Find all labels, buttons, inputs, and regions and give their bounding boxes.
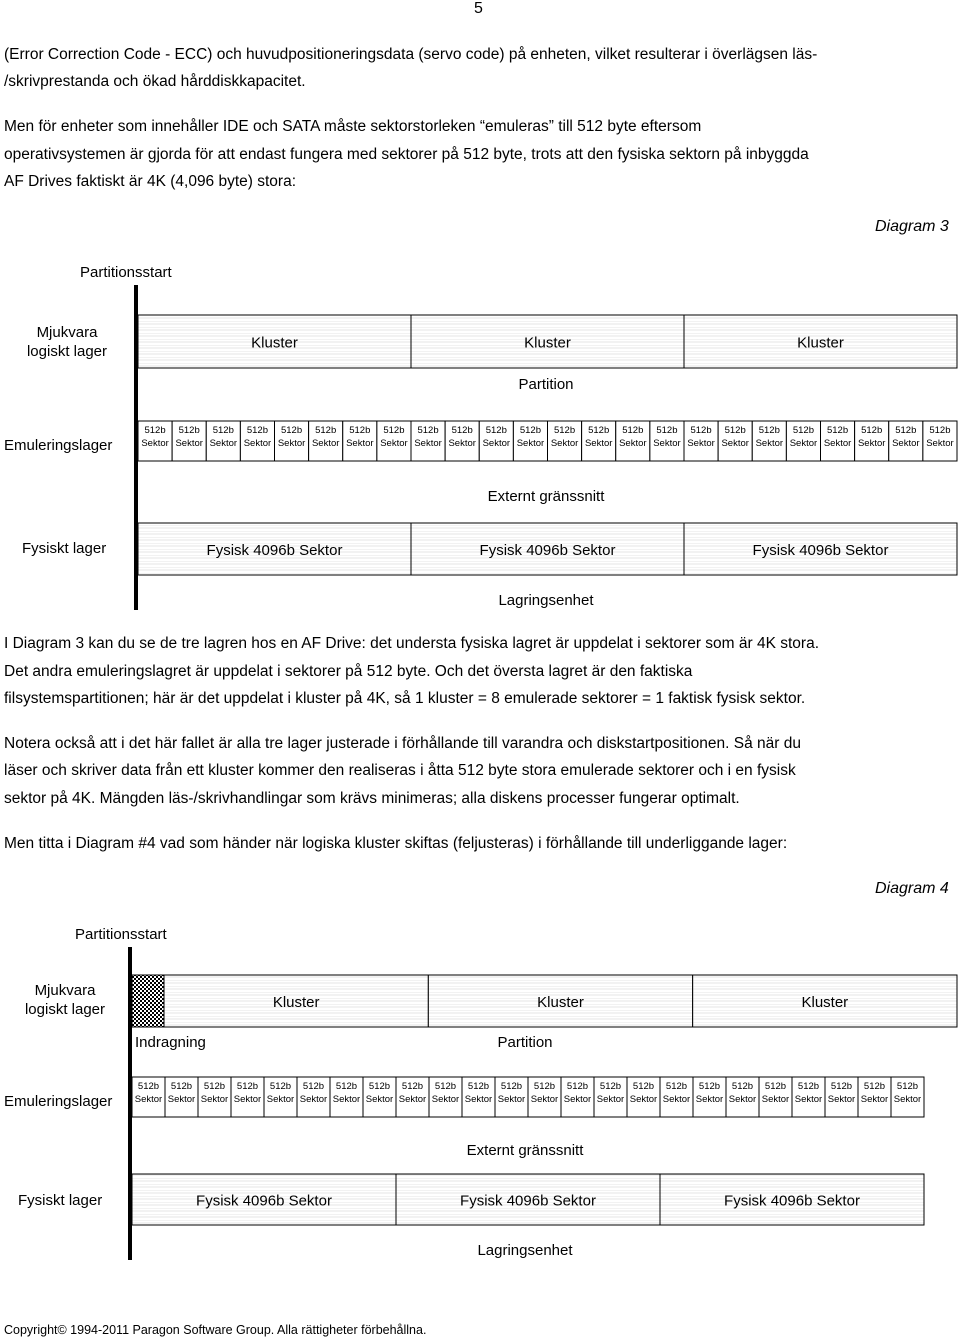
sector-label: Sektor [695,1094,724,1105]
sector-label: Sektor [243,438,272,449]
sector-size-label: 512b [280,425,303,436]
sector-label: Sektor [209,438,238,449]
paragraph-line: AF Drives faktiskt är 4K (4,096 byte) stora: [4,173,297,190]
sector-label: Sektor [619,438,647,449]
partition-label: Partition [518,376,574,393]
sector-label: Sektor [431,1094,460,1105]
sector-label: Sektor [893,1094,922,1105]
paragraph-line: Men titta i Diagram #4 vad som händer när logiska kluster skiftas (feljusteras) i förhållande till underliggande lager: [4,835,788,852]
sector-size-label: 512b [533,1081,556,1092]
physical-sector-label: Fysisk 4096b Sektor [196,1192,332,1210]
paragraph-line: I Diagram 3 kan du se de tre lagren hos en AF Drive: det understa fysiska lagret är uppdelat i sektorer som är 4K stora. [4,635,820,652]
sector-size-label: 512b [467,1081,490,1092]
partition-label: Partition [497,1034,553,1051]
sector-size-label: 512b [599,1081,622,1092]
emulation-layer-label: Emuleringslager [4,1093,113,1110]
sector-size-label: 512b [178,425,200,436]
storage-unit-label: Lagringsenhet [498,592,594,609]
sector-size-label: 512b [203,1081,226,1092]
emulation-layer-label: Emuleringslager [4,437,113,454]
paragraph-line: (Error Correction Code - ECC) och huvudpositioneringsdata (servo code) på enheten, vilket resulterar i överlägsen läs- [4,46,818,63]
sector-size-label: 512b [690,425,712,436]
sector-size-label: 512b [764,1081,787,1092]
sector-size-label: 512b [797,1081,820,1092]
sector-label: Sektor [662,1094,691,1105]
sector-label: Sektor [299,1094,328,1105]
sector-label: Sektor [550,438,579,449]
sector-label: Sektor [134,1094,163,1105]
sector-size-label: 512b [246,425,269,436]
physical-sector-label: Fysisk 4096b Sektor [752,542,889,559]
diagram-3-caption: Diagram 3 [875,218,949,235]
sector-size-label: 512b [212,425,234,436]
software-layer-label-2: logiskt lager [26,343,108,360]
sector-label: Sektor [346,438,374,449]
sector-size-label: 512b [500,1081,523,1092]
sector-size-label: 512b [451,425,473,436]
software-layer-label-1: Mjukvara [36,324,98,341]
paragraph-line: läser och skriver data från ett kluster kommer den realiseras i åtta 512 byte stora emulerade sektorer och i en fysisk [4,762,796,779]
partition-start-line [134,285,138,610]
sector-label: Sektor [200,1094,229,1105]
sector-label: Sektor [794,1094,823,1105]
paragraph-line: Det andra emuleringslagret är uppdelat i sektorer på 512 byte. Och det översta lagret är den faktiska [4,663,693,680]
physical-sector-label: Fysisk 4096b Sektor [206,542,343,559]
software-layer-label-1: Mjukvara [34,982,96,999]
sector-label: Sektor [398,1094,427,1105]
cluster-label: Kluster [251,334,298,352]
sector-size-label: 512b [861,425,883,436]
sector-label: Sektor [380,438,408,449]
sector-size-label: 512b [588,425,610,436]
cluster-label: Kluster [801,994,849,1011]
cluster-label: Kluster [797,334,844,352]
sector-size-label: 512b [417,425,439,436]
partition-start-line [128,947,132,1260]
sector-label: Sektor [233,1094,262,1105]
sector-label: Sektor [857,438,886,449]
diagram-4-caption: Diagram 4 [875,880,949,897]
sector-size-label: 512b [929,425,951,436]
cluster-label: Kluster [524,334,571,352]
sector-size-label: 512b [519,425,542,436]
sector-size-label: 512b [622,425,644,436]
sector-label: Sektor [497,1094,526,1105]
external-interface-label: Externt gränssnitt [466,1142,584,1159]
sector-size-label: 512b [731,1081,754,1092]
sector-size-label: 512b [383,425,405,436]
sector-label: Sektor [687,438,715,449]
sector-size-label: 512b [656,425,678,436]
diagram-4 [0,920,960,1265]
partition-start-label: Partitionsstart [75,926,167,943]
storage-unit-label: Lagringsenhet [477,1242,573,1259]
sector-label: Sektor [530,1094,559,1105]
sector-label: Sektor [789,438,818,449]
sector-size-label: 512b [863,1081,886,1092]
paragraph-line: filsystemspartitionen; här är det uppdelat i kluster på 4K, så 1 kluster = 8 emulerade sektorer = 1 faktisk fysisk sektor. [4,690,806,707]
sector-size-label: 512b [758,425,780,436]
sector-label: Sektor [892,438,920,449]
paragraph-line: /skrivprestanda och ökad hårddiskkapacitet. [4,73,306,90]
sector-size-label: 512b [144,425,166,436]
sector-label: Sektor [311,438,340,449]
physical-sector-label: Fysisk 4096b Sektor [724,1192,860,1210]
sector-label: Sektor [761,1094,790,1105]
sector-label: Sektor [563,1094,592,1105]
sector-size-label: 512b [170,1081,193,1092]
sector-size-label: 512b [315,425,337,436]
sector-size-label: 512b [724,425,746,436]
sector-label: Sektor [926,438,954,449]
sector-label: Sektor [755,438,784,449]
sector-size-label: 512b [368,1081,391,1092]
indent-block [132,975,164,1027]
sector-size-label: 512b [826,425,849,436]
sector-size-label: 512b [236,1081,259,1092]
sector-label: Sektor [332,1094,361,1105]
sector-label: Sektor [860,1094,889,1105]
paragraph-line: Notera också att i det här fallet är alla tre lager justerade i förhållande till varandra och diskstartpositionen. Så när du [4,735,801,752]
sector-label: Sektor [827,1094,856,1105]
footer-copyright: Copyright© 1994-2011 Paragon Software Group. Alla rättigheter förbehållna. [4,1323,427,1337]
sector-label: Sektor [277,438,306,449]
sector-label: Sektor [721,438,749,449]
sector-label: Sektor [448,438,476,449]
sector-label: Sektor [464,1094,493,1105]
page-number: 5 [474,0,483,17]
sector-label: Sektor [365,1094,394,1105]
cluster-label: Kluster [537,994,584,1011]
physical-sector-label: Fysisk 4096b Sektor [479,542,616,559]
sector-size-label: 512b [269,1081,292,1092]
sector-size-label: 512b [335,1081,358,1092]
sector-size-label: 512b [895,425,917,436]
sector-label: Sektor [482,438,511,449]
sector-label: Sektor [596,1094,625,1105]
sector-size-label: 512b [698,1081,721,1092]
sector-size-label: 512b [830,1081,853,1092]
sector-label: Sektor [584,438,613,449]
physical-layer-label: Fysiskt lager [22,540,107,557]
indent-label: Indragning [135,1034,206,1051]
diagram-3 [0,255,960,615]
paragraph-line: operativsystemen är gjorda för att endast fungera med sektorer på 512 byte, trots att den fysiska sektorn på inbyggda [4,146,809,163]
sector-label: Sektor [653,438,681,449]
sector-label: Sektor [175,438,203,449]
sector-label: Sektor [629,1094,658,1105]
sector-size-label: 512b [137,1081,160,1092]
sector-size-label: 512b [302,1081,325,1092]
sector-size-label: 512b [632,1081,655,1092]
sector-size-label: 512b [349,425,371,436]
sector-size-label: 512b [485,425,507,436]
paragraph-line: sektor på 4K. Mängden läs-/skrivhandlingar som krävs minimeras; alla diskens processer fungerar optimalt. [4,790,740,807]
physical-layer-label: Fysiskt lager [18,1192,103,1209]
sector-label: Sektor [167,1094,196,1105]
cluster-label: Kluster [272,994,320,1011]
physical-sector-label: Fysisk 4096b Sektor [460,1192,596,1210]
sector-size-label: 512b [434,1081,457,1092]
sector-size-label: 512b [792,425,815,436]
software-layer-label-2: logiskt lager [24,1001,106,1018]
paragraph-line: Men för enheter som innehåller IDE och SATA måste sektorstorleken “emuleras” till 512 byte eftersom [4,118,702,135]
sector-size-label: 512b [553,425,576,436]
sector-label: Sektor [823,438,852,449]
external-interface-label: Externt gränssnitt [487,488,605,505]
sector-size-label: 512b [665,1081,688,1092]
partition-start-label: Partitionsstart [80,264,172,281]
sector-label: Sektor [141,438,169,449]
sector-size-label: 512b [401,1081,424,1092]
sector-size-label: 512b [896,1081,919,1092]
sector-size-label: 512b [566,1081,589,1092]
sector-label: Sektor [266,1094,295,1105]
sector-label: Sektor [728,1094,757,1105]
sector-label: Sektor [516,438,545,449]
sector-label: Sektor [414,438,442,449]
